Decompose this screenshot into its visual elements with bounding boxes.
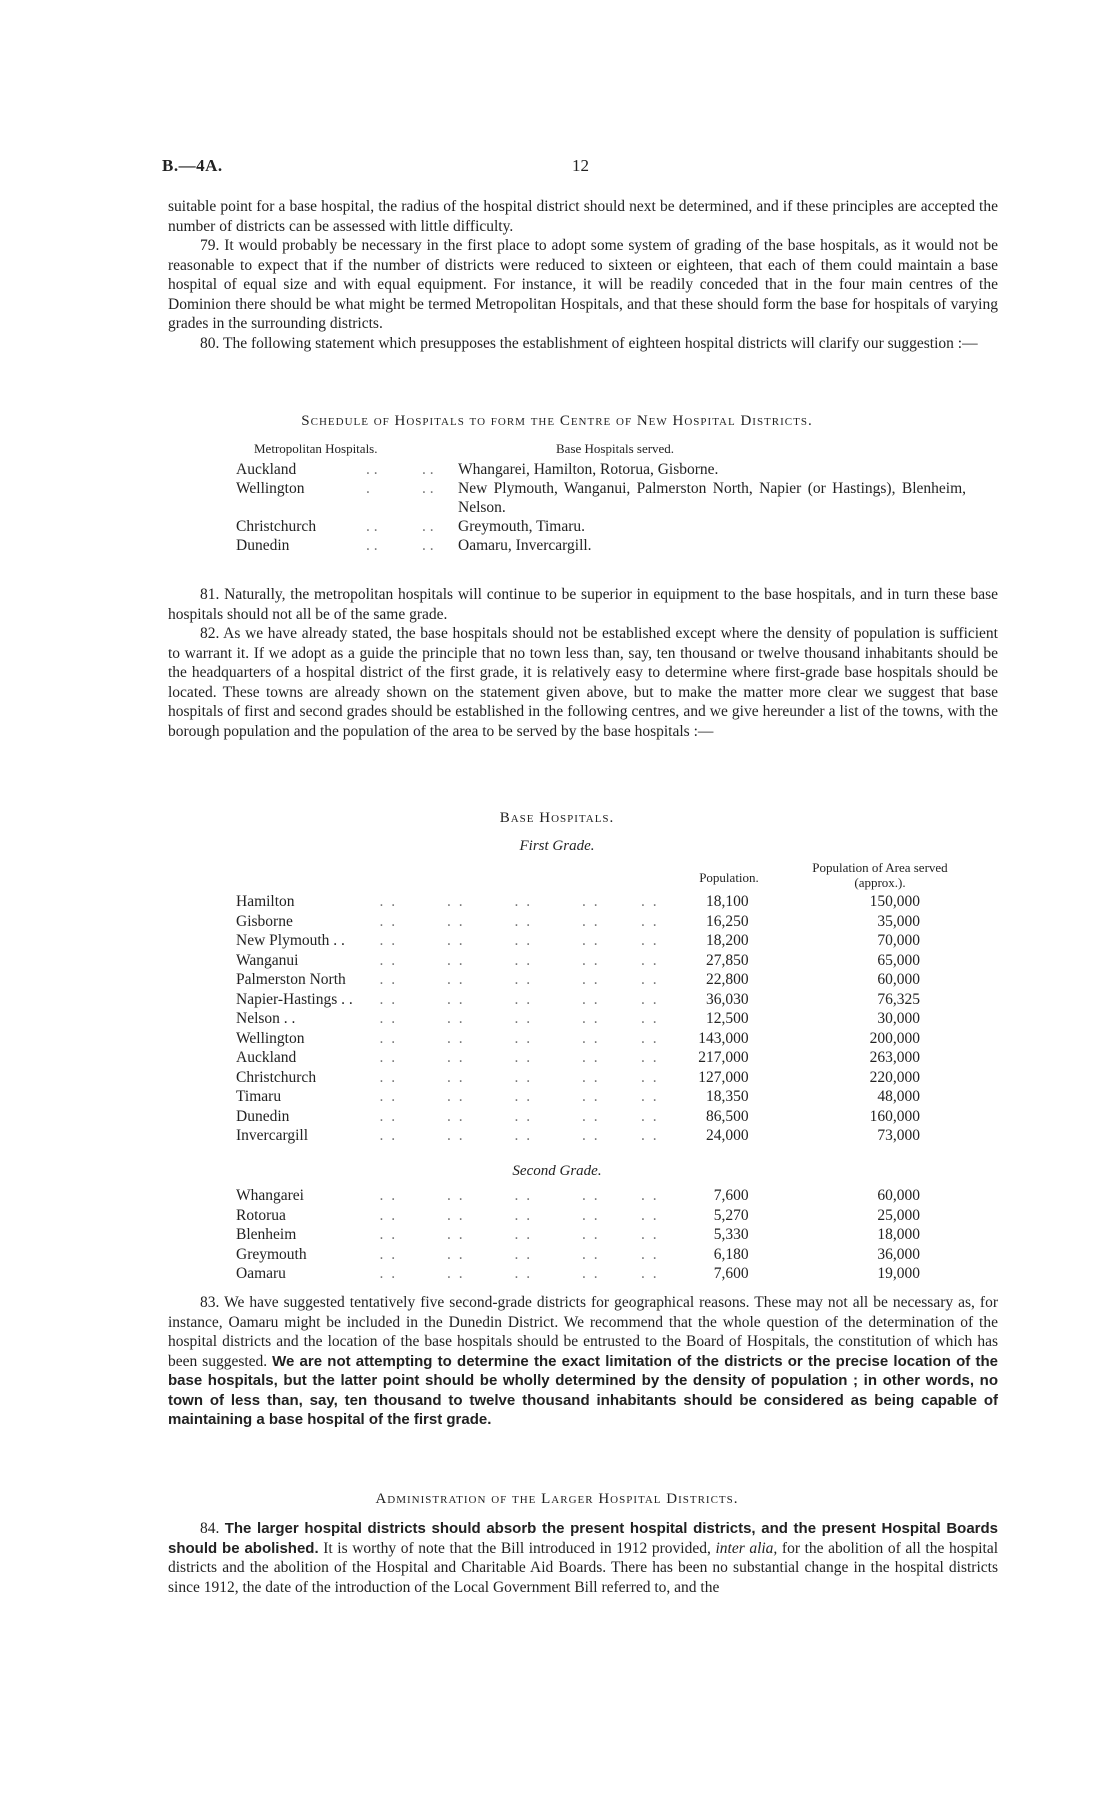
- borough-population: 22,800: [705, 971, 749, 988]
- leader-dots: . .: [641, 971, 659, 988]
- leader-dots: . .: [641, 912, 659, 930]
- paragraph-82: 82. As we have already stated, the base hospitals should not be established except where the density of population is sufficient to warrant it. If we adopt as a guide the principle that no town less than, say, ten thousand or twelve thousand inhabitants should be the headquarters of a hospital district of the first grade, it is relatively easy to determine where first-grade base hospitals should be located. These towns are already shown on the statement given above, but to make the matter more clear we suggest that base hospitals of first and second grades should be established in the following centres, and we give hereunder a list of the towns, with the borough population and the population of the area to be served by the base hospitals :—: [168, 625, 998, 740]
- paragraph-81: 81. Naturally, the metropolitan hospitals will continue to be superior in equipment to the base hospitals, and in turn these base hospitals should not all be of the same grade.: [168, 586, 998, 623]
- leader-dots: . .: [514, 1049, 533, 1066]
- leader-dots: . .: [446, 1245, 465, 1263]
- town-name: New Plymouth . .: [236, 932, 345, 949]
- hospital-row: [236, 1126, 966, 1146]
- borough-population: 5,330: [713, 1226, 749, 1243]
- hospital-row: [236, 1048, 966, 1068]
- leader-dots: . .: [581, 1226, 600, 1243]
- leader-dots: . .: [379, 893, 398, 910]
- town-name: Dunedin: [236, 1107, 290, 1125]
- hospital-row: [236, 1264, 966, 1284]
- base-hospitals-served: Oamaru, Invercargill.: [458, 537, 592, 554]
- hospital-row: [236, 1107, 966, 1127]
- leader-dots: . .: [379, 932, 398, 949]
- leader-dots: . .: [514, 990, 533, 1008]
- leader-dots: . .: [641, 1088, 659, 1105]
- leader-dots: . .: [581, 990, 600, 1008]
- leader-dots: . .: [581, 1088, 600, 1105]
- leader-dots: . .: [641, 1127, 659, 1144]
- leader-dots: . .: [641, 1107, 659, 1125]
- leader-dots: . .: [446, 1107, 465, 1125]
- leader-dots: . .: [581, 1068, 600, 1086]
- leader-dots: . .: [379, 971, 398, 988]
- leader-dots: .: [366, 480, 370, 497]
- document-code: B.—4A.: [162, 156, 223, 175]
- leader-dots: . .: [446, 971, 465, 988]
- town-name: Timaru: [236, 1088, 282, 1105]
- hospital-row: [236, 1186, 966, 1206]
- first-grade-table: [236, 892, 966, 1146]
- leader-dots: . .: [446, 1127, 465, 1144]
- metro-hospital: Auckland: [236, 461, 297, 478]
- schedule-row: [236, 460, 966, 479]
- town-name: Christchurch: [236, 1068, 317, 1086]
- leader-dots: . .: [581, 1010, 600, 1027]
- area-population: 25,000: [877, 1206, 920, 1224]
- paragraph-84: [168, 1519, 998, 1597]
- area-population: 35,000: [877, 912, 920, 930]
- borough-population: 36,030: [705, 990, 749, 1008]
- leader-dots: . .: [581, 1206, 600, 1224]
- leader-dots: . .: [641, 1265, 659, 1282]
- leader-dots: . .: [514, 912, 533, 930]
- leader-dots: . .: [514, 1088, 533, 1105]
- paragraph-84-number: 84.: [200, 1520, 220, 1537]
- leader-dots: . .: [514, 1226, 533, 1243]
- leader-dots: . .: [514, 951, 533, 969]
- leader-dots: . .: [446, 1049, 465, 1066]
- borough-population: 18,350: [705, 1088, 749, 1105]
- leader-dots: . .: [379, 990, 398, 1008]
- base-hospitals-served: Whangarei, Hamilton, Rotorua, Gisborne.: [458, 461, 719, 478]
- metro-hospital: Wellington: [236, 480, 305, 497]
- leader-dots: . .: [422, 537, 434, 554]
- borough-population: 6,180: [713, 1245, 749, 1263]
- borough-population: 5,270: [713, 1206, 749, 1224]
- leader-dots: . .: [366, 461, 378, 478]
- schedule-col-metro: Metropolitan Hospitals.: [254, 441, 378, 456]
- leader-dots: . .: [514, 1245, 533, 1263]
- paragraph-84-text-cont: for the abolition of all the hospital districts and the abolition of the Hospital and Charitable Aid Boards. There has been no substantial change in the hospital districts since 1912, the date of the introduction of the Local Government Bill referred to, and the: [168, 1539, 999, 1596]
- area-population: 200,000: [869, 1029, 920, 1047]
- area-population: 160,000: [869, 1107, 920, 1125]
- town-name: Hamilton: [236, 893, 295, 910]
- hospital-row: [236, 1068, 966, 1088]
- borough-population: 24,000: [705, 1127, 749, 1144]
- area-population: 60,000: [877, 971, 920, 988]
- opening-paragraphs: [168, 197, 998, 353]
- leader-dots: . .: [514, 1068, 533, 1086]
- hospital-row: [236, 1087, 966, 1107]
- borough-population: 86,500: [705, 1107, 749, 1125]
- paragraph-84-text: It is worthy of note that the Bill introduced in 1912 provided,: [323, 1539, 711, 1557]
- area-population: 60,000: [877, 1187, 920, 1204]
- leader-dots: . .: [422, 461, 434, 478]
- hospital-row: [236, 951, 966, 971]
- second-grade-table: [236, 1186, 966, 1284]
- leader-dots: . .: [641, 1226, 659, 1243]
- leader-dots: . .: [446, 1029, 465, 1047]
- borough-population: 12,500: [705, 1010, 749, 1027]
- leader-dots: . .: [446, 951, 465, 969]
- schedule-col-base: Base Hospitals served.: [556, 441, 675, 456]
- area-population: 36,000: [877, 1245, 920, 1263]
- area-population: 30,000: [877, 1010, 920, 1027]
- base-hospitals-title: Base Hospitals.: [499, 810, 615, 826]
- leader-dots: . .: [446, 990, 465, 1008]
- leader-dots: . .: [379, 1187, 398, 1204]
- leader-dots: . .: [514, 1010, 533, 1027]
- paragraph-79: 79. It would probably be necessary in the first place to adopt some system of grading of the base hospitals, as it would not be reasonable to expect that if the number of districts were reduced to sixteen or eighteen, that each of them could maintain a base hospital of equal size and with equal equipment. For instance, it will be readily conceded that in the four main centres of the Dominion there should be what might be termed Metropolitan Hospitals, and that these should form the base for hospitals of varying grades in the surrounding districts.: [168, 237, 998, 332]
- area-population: 220,000: [869, 1068, 920, 1086]
- leader-dots: . .: [366, 537, 378, 554]
- leader-dots: . .: [422, 518, 434, 535]
- town-name: Gisborne: [236, 912, 293, 930]
- town-name: Oamaru: [236, 1265, 286, 1282]
- leader-dots: . .: [379, 1107, 398, 1125]
- town-name: Wellington: [236, 1029, 305, 1047]
- page-number: 12: [572, 156, 589, 175]
- leader-dots: . .: [514, 971, 533, 988]
- leader-dots: . .: [446, 1226, 465, 1243]
- leader-dots: . .: [581, 932, 600, 949]
- leader-dots: . .: [581, 1265, 600, 1282]
- paragraph-83-text: 83. We have suggested tentatively five second-grade districts for geographical reasons. These may not all be necessary as, for instance, Oamaru might be included in the Dunedin District. We recommend that the whole question of the determination of the hospital districts and the location of the base hospitals should be entrusted to the Board of Hospitals, the constitution of which has been suggested.: [168, 1294, 998, 1370]
- leader-dots: . .: [514, 1206, 533, 1224]
- leader-dots: . .: [581, 951, 600, 969]
- borough-population: 127,000: [698, 1068, 749, 1086]
- area-population: 70,000: [877, 932, 920, 949]
- leader-dots: . .: [446, 1068, 465, 1086]
- intro-paragraph: suitable point for a base hospital, the radius of the hospital district should next be determined, and if these principles are accepted the number of districts can be assessed with little difficulty.: [168, 198, 998, 235]
- leader-dots: . .: [379, 951, 398, 969]
- paragraph-83-bold: We are not attempting to determine the exact limitation of the districts or the precise location of the base hospitals, but the latter point should be wholly determined by the density of population ; in other words, no town of less than, say, ten thousand to twelve thousand inhabitants should be considered as being capable of maintaining a base hospital of the first grade.: [168, 1352, 999, 1428]
- hospital-row: [236, 1245, 966, 1265]
- borough-population: 217,000: [698, 1049, 749, 1066]
- metro-hospital: Dunedin: [236, 537, 290, 554]
- leader-dots: . .: [514, 932, 533, 949]
- middle-paragraphs: [168, 585, 998, 741]
- leader-dots: . .: [379, 1127, 398, 1144]
- leader-dots: . .: [446, 1088, 465, 1105]
- leader-dots: . .: [446, 1206, 465, 1224]
- leader-dots: . .: [379, 1088, 398, 1105]
- area-population: 73,000: [877, 1127, 920, 1144]
- area-population: 150,000: [869, 893, 920, 910]
- leader-dots: . .: [379, 1029, 398, 1047]
- leader-dots: . .: [379, 1245, 398, 1263]
- leader-dots: . .: [581, 912, 600, 930]
- leader-dots: . .: [514, 1127, 533, 1144]
- town-name: Napier-Hastings . .: [236, 990, 353, 1008]
- leader-dots: . .: [379, 1206, 398, 1224]
- town-name: Blenheim: [236, 1226, 297, 1243]
- leader-dots: . .: [581, 1245, 600, 1263]
- area-population: 263,000: [869, 1049, 920, 1066]
- leader-dots: . .: [641, 1187, 659, 1204]
- second-grade-label: Second Grade.: [512, 1163, 602, 1179]
- hospital-row: [236, 970, 966, 990]
- leader-dots: . .: [514, 893, 533, 910]
- schedule-row: [236, 517, 966, 536]
- metro-hospital: Christchurch: [236, 518, 317, 535]
- paragraph-84-bold: The larger hospital districts should absorb the present hospital districts, and the present Hospital Boards should be abolished.: [168, 1520, 999, 1557]
- leader-dots: . .: [379, 912, 398, 930]
- paragraph-83: [168, 1293, 998, 1430]
- leader-dots: . .: [514, 1029, 533, 1047]
- leader-dots: . .: [581, 1127, 600, 1144]
- town-name: Greymouth: [236, 1245, 307, 1263]
- hospital-row: [236, 1206, 966, 1226]
- leader-dots: . .: [379, 1049, 398, 1066]
- base-hospitals-served: Greymouth, Timaru.: [458, 518, 586, 535]
- town-name: Wanganui: [236, 951, 299, 969]
- paragraph-84-italic: inter alia,: [715, 1539, 778, 1557]
- borough-population: 16,250: [705, 912, 749, 930]
- leader-dots: . .: [446, 912, 465, 930]
- leader-dots: . .: [514, 1187, 533, 1204]
- leader-dots: . .: [581, 893, 600, 910]
- town-name: Nelson . .: [236, 1010, 296, 1027]
- leader-dots: . .: [446, 1010, 465, 1027]
- base-hospitals-served: New Plymouth, Wanganui, Palmerston North, Napier (or Hastings), Blenheim, Nelson.: [458, 480, 966, 516]
- leader-dots: . .: [641, 1010, 659, 1027]
- leader-dots: . .: [641, 932, 659, 949]
- leader-dots: . .: [641, 1049, 659, 1066]
- leader-dots: . .: [581, 1187, 600, 1204]
- area-population: 48,000: [877, 1088, 920, 1105]
- leader-dots: . .: [446, 1265, 465, 1282]
- area-population: 65,000: [877, 951, 920, 969]
- leader-dots: . .: [641, 1245, 659, 1263]
- leader-dots: . .: [366, 518, 378, 535]
- leader-dots: . .: [446, 932, 465, 949]
- borough-population: 143,000: [698, 1029, 749, 1047]
- hospital-row: [236, 892, 966, 912]
- leader-dots: . .: [581, 1049, 600, 1066]
- leader-dots: . .: [641, 893, 659, 910]
- borough-population: 7,600: [713, 1265, 749, 1282]
- col-area-population: Population of Area served (approx.).: [812, 860, 948, 890]
- hospital-row: [236, 1029, 966, 1049]
- town-name: Auckland: [236, 1049, 297, 1066]
- leader-dots: . .: [379, 1226, 398, 1243]
- leader-dots: . .: [514, 1265, 533, 1282]
- leader-dots: . .: [581, 971, 600, 988]
- leader-dots: . .: [641, 1206, 659, 1224]
- borough-population: 18,200: [705, 932, 749, 949]
- paragraph-80: 80. The following statement which presupposes the establishment of eighteen hospital districts will clarify our suggestion :—: [200, 334, 978, 352]
- hospital-row: [236, 1225, 966, 1245]
- leader-dots: . .: [379, 1010, 398, 1027]
- area-population: 76,325: [877, 990, 920, 1008]
- first-grade-label: First Grade.: [519, 838, 595, 854]
- town-name: Rotorua: [236, 1206, 286, 1224]
- hospital-row: [236, 931, 966, 951]
- schedule-title: Schedule of Hospitals to form the Centre of New Hospital Districts.: [301, 413, 813, 429]
- borough-population: 18,100: [705, 893, 749, 910]
- schedule-row: [236, 479, 966, 517]
- leader-dots: . .: [379, 1068, 398, 1086]
- hospital-row: [236, 912, 966, 932]
- borough-population: 27,850: [705, 951, 749, 969]
- area-population: 18,000: [877, 1226, 920, 1243]
- schedule-table: [236, 460, 966, 555]
- leader-dots: . .: [422, 480, 434, 497]
- leader-dots: . .: [379, 1265, 398, 1282]
- leader-dots: . .: [641, 1029, 659, 1047]
- borough-population: 7,600: [713, 1187, 749, 1204]
- town-name: Palmerston North: [236, 971, 346, 988]
- schedule-row: [236, 536, 966, 555]
- leader-dots: . .: [446, 893, 465, 910]
- leader-dots: . .: [514, 1107, 533, 1125]
- area-population: 19,000: [877, 1265, 920, 1282]
- leader-dots: . .: [581, 1107, 600, 1125]
- leader-dots: . .: [641, 1068, 659, 1086]
- leader-dots: . .: [581, 1029, 600, 1047]
- leader-dots: . .: [641, 951, 659, 969]
- town-name: Whangarei: [236, 1187, 304, 1204]
- town-name: Invercargill: [236, 1127, 309, 1144]
- administration-heading: Administration of the Larger Hospital Districts.: [375, 1491, 739, 1507]
- col-population: Population.: [699, 870, 759, 885]
- leader-dots: . .: [641, 990, 659, 1008]
- hospital-row: [236, 990, 966, 1010]
- leader-dots: . .: [446, 1187, 465, 1204]
- hospital-row: [236, 1009, 966, 1029]
